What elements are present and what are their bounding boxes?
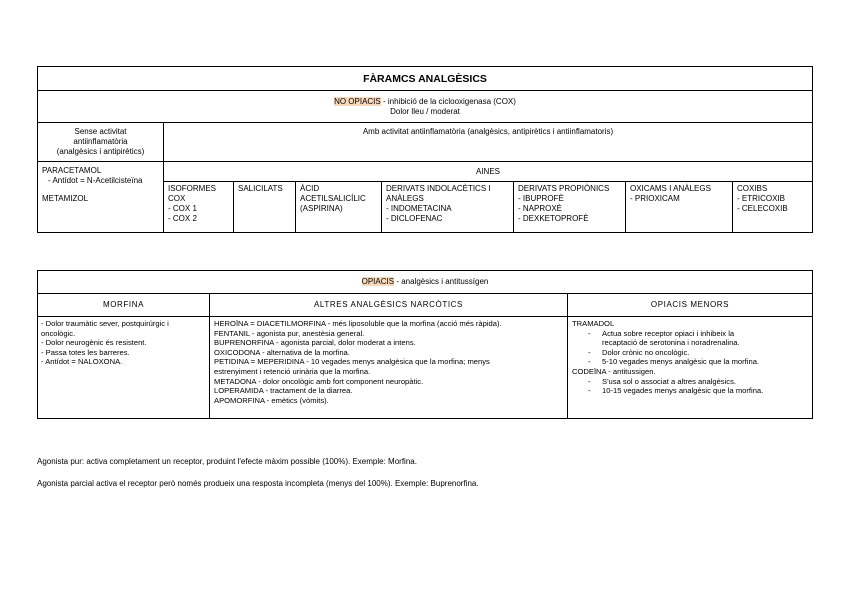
paracetamol-cell: [38, 162, 164, 233]
list-item: OXICODONA - alternativa de la morfina.: [214, 347, 350, 357]
list-item: - Actua sobre receptor opiaci i inhibeix la: [590, 329, 808, 339]
list-item: LOPERAMIDA - tractament de la diarrea.: [214, 386, 353, 396]
col-header-menors: OPIACIS MENORS: [568, 294, 813, 317]
list-item: - Dolor crònic no oncològic.: [590, 348, 808, 358]
list-item: PETIDINA = MEPERIDINA - 10 vegades menys analgèsica que la morfina; menys: [214, 357, 490, 367]
table-title: FÀRAMCS ANALGÈSICS: [38, 67, 813, 91]
list-item: APOMORFINA - emètics (vòmits).: [214, 395, 329, 405]
col1-header-line: Sense activitat: [74, 127, 127, 136]
aines-group-isoformes: ISOFORMES COX - COX 1 - COX 2: [164, 182, 234, 233]
aines-group-indolacetics: DERIVATS INDOLACÈTICS I ANÀLEGS - INDOMETACINA - DICLOFENAC: [382, 182, 514, 233]
list-item: - 5-10 vegades menys analgèsic que la morfina.: [590, 357, 808, 367]
opiacis-desc: - analgèsics i antitussígen: [394, 277, 489, 286]
col1-header-line: antiinflamatòria: [73, 137, 128, 146]
list-item: - Dolor neurogènic és resistent.: [41, 338, 147, 348]
aines-header: AINES: [164, 162, 813, 182]
no-opiacis-pain-level: Dolor lleu / moderat: [390, 106, 460, 116]
aines-group-coxibs: COXIBS - ETRICOXIB - CELECOXIB: [733, 182, 813, 233]
antiinflammatory-header: Amb activitat antiinflamatòria (analgèsics, antipirètics i antiinflamatoris): [164, 123, 813, 162]
opiacis-table: [37, 270, 813, 419]
aines-group-propionics: DERIVATS PROPIÒNICS - IBUPROFÈ - NAPROXÈ - DEXKETOPROFÈ: [514, 182, 626, 233]
list-item: HEROÏNA = DIACETILMORFINA - més liposoluble que la morfina (acció més ràpida).: [214, 319, 502, 328]
list-item: FENTANIL - agonista pur, anestèsia general.: [214, 328, 365, 338]
list-item: - 10-15 vegades menys analgèsic que la morfina.: [590, 386, 808, 396]
no-opiacis-table: [37, 66, 813, 233]
list-item: - S'usa sol o associat a altres analgèsics.: [590, 377, 808, 387]
no-antiinflammatory-header: [38, 123, 164, 162]
list-item: - Antídot = NALOXONA.: [41, 357, 123, 367]
list-item: estrenyiment i retenció urinària que la morfina.: [214, 366, 371, 376]
aines-group-aspirina: ÀCID ACETILSALICÍLIC (ASPIRINA): [296, 182, 382, 233]
no-opiacis-desc: - inhibició de la ciclooxigenasa (COX): [380, 96, 516, 106]
no-opiacis-label: NO OPIACIS: [334, 96, 381, 106]
narcotics-cell: [210, 317, 568, 419]
aines-group-oxicams: OXICAMS I ANÀLEGS - PRIOXICAM: [626, 182, 733, 233]
list-item: - Passa totes les barreres.: [41, 347, 130, 357]
list-item: - Dolor traumàtic sever, postquirúrgic i: [41, 319, 169, 328]
paracetamol-label: PARACETAMOL: [42, 166, 102, 175]
col-header-altres: ALTRES ANALGÈSICS NARCÒTICS: [210, 294, 568, 317]
opiacis-header: [38, 271, 813, 294]
aines-group-salicilats: SALICILATS: [234, 182, 296, 233]
no-opiacis-header: [38, 91, 813, 123]
col1-header-line: (analgèsics i antipirètics): [56, 147, 145, 156]
col-header-morfina: MORFINA: [38, 294, 210, 317]
list-item: METADONA - dolor oncològic amb fort component neuropàtic.: [214, 376, 424, 386]
metamizol-label: METAMIZOL: [42, 194, 89, 203]
footnote-agonista-parcial: Agonista parcial activa el receptor però només produeix una resposta incompleta (menys del 100%). Exemple: Buprenorfina.: [37, 479, 479, 488]
morfina-cell: [38, 317, 210, 419]
footnote-agonista-pur: Agonista pur: activa completament un receptor, produint l'efecte màxim possible (100%). Exemple: Morfina.: [37, 457, 417, 466]
tramadol-label: TRAMADOL: [572, 319, 615, 328]
list-item: BUPRENORFINA - agonista parcial, dolor moderat a intens.: [214, 338, 416, 348]
codeina-label: CODEÏNA - antitussigen.: [572, 366, 656, 376]
opiacis-menors-cell: [568, 317, 813, 419]
list-item: recaptació de serotonina i noradrenalina.: [602, 338, 740, 348]
opiacis-label: OPIACIS: [361, 277, 395, 286]
list-item: oncològic.: [41, 328, 76, 338]
paracetamol-antidot: - Antídot = N-Acetilcisteïna: [48, 176, 143, 185]
